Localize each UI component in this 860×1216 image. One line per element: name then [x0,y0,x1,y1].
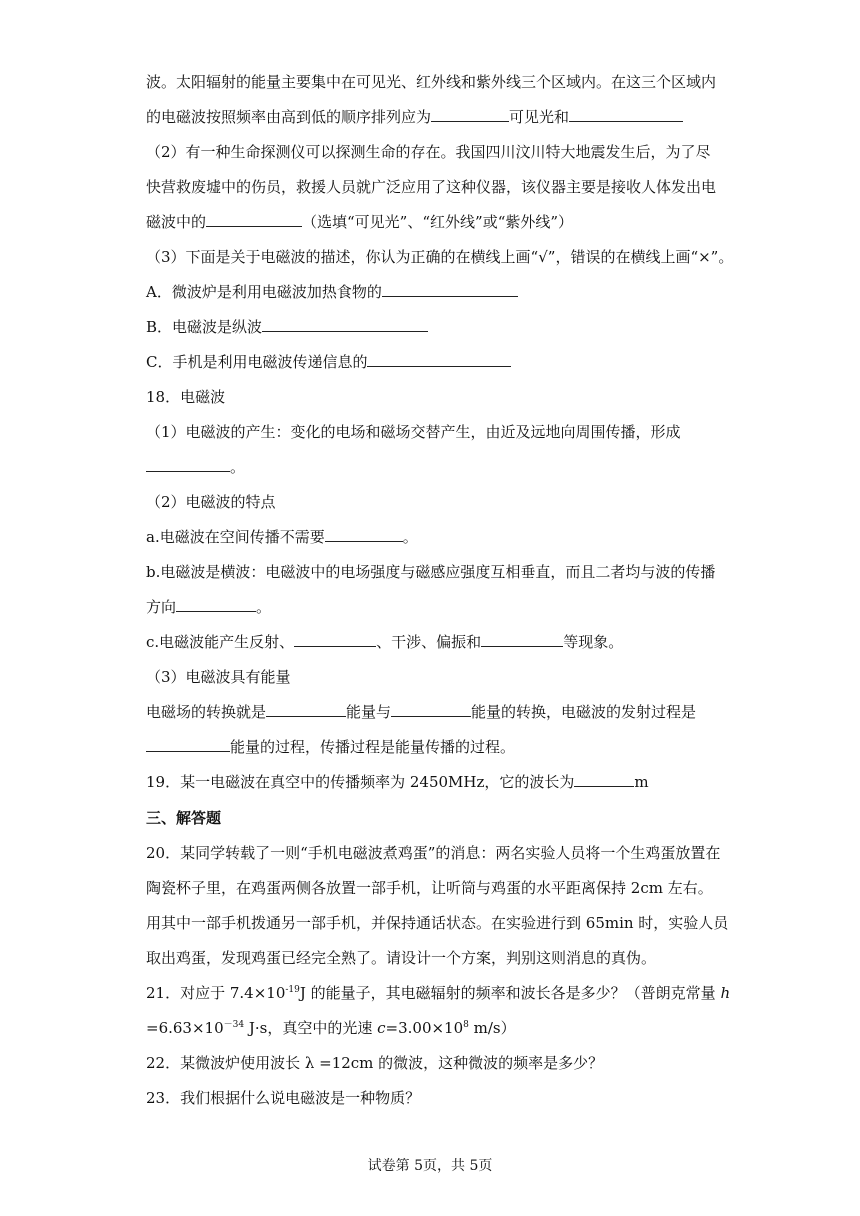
text-line: 磁波中的 （选填“可见光”、“红外线”或“紫外线”） [146,213,574,231]
text-line: 方向 。 [146,598,272,616]
text-line: 快营救废墟中的伤员，救援人员就广泛应用了这种仪器，该仪器主要是接收人体发出电 [146,178,717,196]
question-19: 19．某一电磁波在真空中的传播频率为 2450MHz，它的波长为 m [146,773,649,791]
text-line: 的电磁波按照频率由高到低的顺序排列应为 可见光和 [146,107,683,127]
text-line: 能量的过程，传播过程是能量传播的过程。 [146,737,515,757]
question-20-line: 陶瓷杯子里，在鸡蛋两侧各放置一部手机，让听筒与鸡蛋的水平距离保持 2cm 左右。 [146,879,713,897]
page-footer: 试卷第 5页，共 5页 [367,1158,493,1174]
answer-blank[interactable] [325,527,403,542]
answer-blank[interactable] [266,702,346,717]
text-line: （3）电磁波具有能量 [146,668,291,686]
text-line: c.电磁波能产生反射、 、干涉、偏振和 等现象。 [146,633,624,651]
answer-blank[interactable] [146,457,230,472]
question-20-line: 用其中一部手机拨通另一部手机，并保持通话状态。在实验进行到 65min 时，实验人员 [146,914,729,932]
text-line: C．手机是利用电磁波传递信息的 [146,352,511,372]
text-line: a.电磁波在空间传播不需要 。 [146,528,418,546]
section-heading: 三、解答题 [146,809,222,827]
answer-blank[interactable] [262,317,428,332]
question-20-line: 取出鸡蛋，发现鸡蛋已经完全熟了。请设计一个方案，判别这则消息的真伪。 [146,949,657,967]
answer-blank[interactable] [481,632,563,647]
answer-blank[interactable] [391,702,471,717]
answer-blank[interactable] [431,107,509,122]
question-20-line: 20．某同学转载了一则“手机电磁波煮鸡蛋”的消息：两名实验人员将一个生鸡蛋放置在 [146,844,721,862]
answer-blank[interactable] [382,282,518,297]
answer-blank[interactable] [176,597,256,612]
text-line: （1）电磁波的产生：变化的电场和磁场交替产生，由近及远地向周围传播，形成 [146,423,681,441]
question-23: 23．我们根据什么说电磁波是一种物质？ [146,1089,421,1107]
text-line: （2）有一种生命探测仪可以探测生命的存在。我国四川汶川特大地震发生后，为了尽 [146,143,711,161]
question-title: 18．电磁波 [146,388,226,406]
answer-blank[interactable] [569,107,683,122]
answer-blank[interactable] [367,352,511,367]
text-line: B．电磁波是纵波 [146,317,428,337]
text-line: （3）下面是关于电磁波的描述，你认为正确的在横线上画“√”，错误的在横线上画“×”。 [146,248,734,266]
answer-blank[interactable] [294,632,376,647]
text-line: A．微波炉是利用电磁波加热食物的 [146,282,518,302]
answer-blank[interactable] [574,772,634,787]
text-line: 电磁场的转换就是 能量与 能量的转换，电磁波的发射过程是 [146,703,697,721]
answer-blank[interactable] [146,737,230,752]
question-21-line: 21．对应于 $7.4\times 10^{-19}J$ 的能量子，其电磁辐射的频率和波长各是多少？（普朗克常量 h [146,984,731,1002]
question-21-line: $=6.63\times 10^{-34}$ J·s，真空中的光速 $c=3.00\times 10^8$ m/s） [146,1019,516,1037]
text-line: 波。太阳辐射的能量主要集中在可见光、红外线和紫外线三个区域内。在这三个区域内 [146,73,717,91]
question-22: 22．某微波炉使用波长 λ =12cm 的微波，这种微波的频率是多少？ [146,1054,604,1072]
text-line: 。 [146,457,245,477]
text-line: （2）电磁波的特点 [146,493,276,511]
answer-blank[interactable] [206,212,302,227]
text-line: b.电磁波是横波：电磁波中的电场强度与磁感应强度互相垂直，而且二者均与波的传播 [146,563,716,581]
